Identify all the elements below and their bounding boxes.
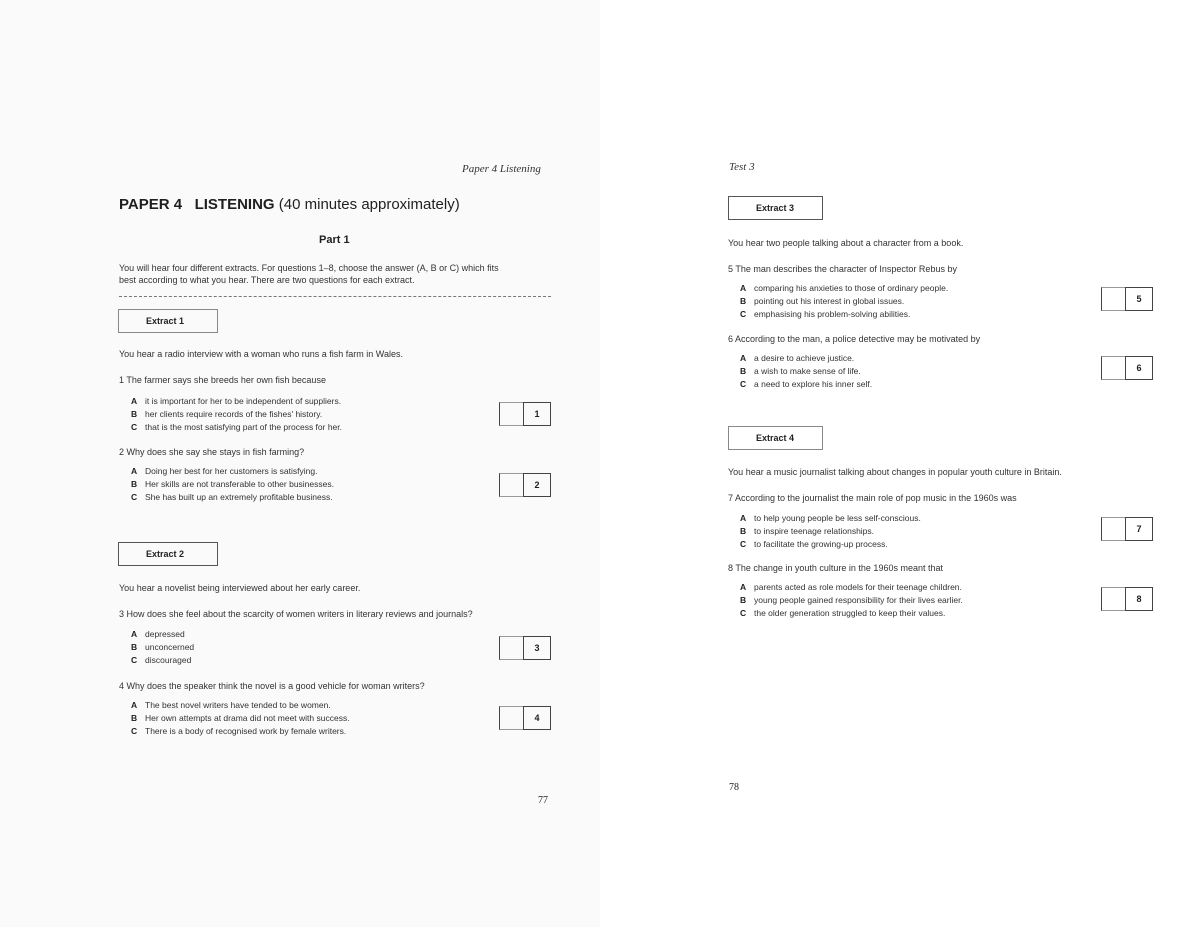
option-text: emphasising his problem-solving abilities. bbox=[754, 309, 911, 319]
option-letter: B bbox=[131, 713, 138, 723]
question-4: 4 Why does the speaker think the novel is a good vehicle for woman writers? bbox=[119, 681, 425, 691]
option-letter: C bbox=[131, 655, 138, 665]
question-1: 1 The farmer says she breeds her own fish because bbox=[119, 375, 326, 385]
option-letter: A bbox=[131, 396, 138, 406]
extract-2-intro: You hear a novelist being interviewed about her early career. bbox=[119, 583, 361, 593]
option-text: to inspire teenage relationships. bbox=[754, 526, 875, 536]
option-7a bbox=[740, 513, 921, 523]
answer-box-6[interactable] bbox=[1101, 356, 1153, 380]
option-1a bbox=[131, 396, 341, 406]
answer-box-7[interactable] bbox=[1101, 517, 1153, 541]
answer-box-number: 6 bbox=[1125, 356, 1153, 380]
option-letter: C bbox=[131, 726, 138, 736]
option-letter: C bbox=[740, 539, 747, 549]
option-letter: B bbox=[740, 296, 747, 306]
option-letter: C bbox=[740, 608, 747, 618]
question-3: 3 How does she feel about the scarcity of women writers in literary reviews and journals? bbox=[119, 609, 473, 619]
option-letter: A bbox=[131, 466, 138, 476]
option-7c bbox=[740, 539, 888, 549]
option-3c bbox=[131, 655, 191, 665]
option-2c bbox=[131, 492, 333, 502]
instructions bbox=[119, 262, 559, 286]
option-5b bbox=[740, 296, 904, 306]
running-header: Test 3 bbox=[729, 161, 755, 173]
option-text: Doing her best for her customers is satisfying. bbox=[145, 466, 318, 476]
question-5: 5 The man describes the character of Inspector Rebus by bbox=[728, 264, 957, 274]
option-letter: C bbox=[740, 379, 747, 389]
extract-1-label: Extract 1 bbox=[118, 309, 218, 333]
answer-box-8[interactable] bbox=[1101, 587, 1153, 611]
option-4b bbox=[131, 713, 350, 723]
option-letter: A bbox=[740, 513, 747, 523]
option-text: parents acted as role models for their teenage children. bbox=[754, 582, 962, 592]
question-7: 7 According to the journalist the main role of pop music in the 1960s was bbox=[728, 493, 1017, 503]
option-2b bbox=[131, 479, 334, 489]
option-5c bbox=[740, 309, 910, 319]
answer-box-number: 5 bbox=[1125, 287, 1153, 311]
option-3b bbox=[131, 642, 194, 652]
extract-4-label: Extract 4 bbox=[728, 426, 823, 450]
option-text: to help young people be less self-conscious. bbox=[754, 513, 921, 523]
answer-box-number: 4 bbox=[523, 706, 551, 730]
option-2a bbox=[131, 466, 317, 476]
option-4a bbox=[131, 700, 331, 710]
question-6: 6 According to the man, a police detective may be motivated by bbox=[728, 334, 981, 344]
option-letter: B bbox=[131, 642, 138, 652]
instructions-line-1: You will hear four different extracts. For questions 1–8, choose the answer (A, B or C) which fits bbox=[119, 263, 499, 273]
option-text: She has built up an extremely profitable business. bbox=[145, 492, 333, 502]
option-letter: C bbox=[131, 492, 138, 502]
option-text: young people gained responsibility for their lives earlier. bbox=[754, 595, 963, 605]
instructions-line-2: best according to what you hear. There are two questions for each extract. bbox=[119, 275, 415, 285]
option-3a bbox=[131, 629, 185, 639]
option-letter: A bbox=[740, 582, 747, 592]
option-letter: C bbox=[131, 422, 138, 432]
option-letter: B bbox=[740, 366, 747, 376]
answer-box-1[interactable] bbox=[499, 402, 551, 426]
answer-box-4[interactable] bbox=[499, 706, 551, 730]
running-header: Paper 4 Listening bbox=[462, 163, 541, 175]
option-letter: A bbox=[131, 700, 138, 710]
extract-4-intro: You hear a music journalist talking about changes in popular youth culture in Britain. bbox=[728, 467, 1062, 477]
option-text: The best novel writers have tended to be women. bbox=[145, 700, 331, 710]
option-text: pointing out his interest in global issues. bbox=[754, 296, 905, 306]
paper-label: PAPER 4 bbox=[119, 196, 183, 213]
page-number: 78 bbox=[729, 782, 739, 793]
extract-1-intro: You hear a radio interview with a woman who runs a fish farm in Wales. bbox=[119, 349, 403, 359]
option-letter: B bbox=[740, 595, 747, 605]
option-text: Her own attempts at drama did not meet with success. bbox=[145, 713, 350, 723]
option-text: a desire to achieve justice. bbox=[754, 353, 855, 363]
extract-3-intro: You hear two people talking about a character from a book. bbox=[728, 238, 964, 248]
divider bbox=[119, 296, 551, 297]
option-text: that is the most satisfying part of the process for her. bbox=[145, 422, 343, 432]
option-text: the older generation struggled to keep their values. bbox=[754, 608, 946, 618]
option-letter: B bbox=[131, 409, 138, 419]
question-8: 8 The change in youth culture in the 1960s meant that bbox=[728, 563, 943, 573]
extract-3-label: Extract 3 bbox=[728, 196, 823, 220]
answer-box-number: 7 bbox=[1125, 517, 1153, 541]
option-5a bbox=[740, 283, 948, 293]
answer-box-number: 2 bbox=[523, 473, 551, 497]
option-1b bbox=[131, 409, 322, 419]
option-8b bbox=[740, 595, 963, 605]
option-4c bbox=[131, 726, 346, 736]
option-7b bbox=[740, 526, 874, 536]
answer-box-2[interactable] bbox=[499, 473, 551, 497]
option-text: discouraged bbox=[145, 655, 192, 665]
option-8c bbox=[740, 608, 945, 618]
option-letter: A bbox=[740, 353, 747, 363]
option-6c bbox=[740, 379, 872, 389]
option-text: There is a body of recognised work by female writers. bbox=[145, 726, 347, 736]
extract-2-label: Extract 2 bbox=[118, 542, 218, 566]
option-6b bbox=[740, 366, 861, 376]
question-2: 2 Why does she say she stays in fish farming? bbox=[119, 447, 305, 457]
right-page bbox=[600, 0, 1200, 927]
option-text: her clients require records of the fishes' history. bbox=[145, 409, 323, 419]
option-text: unconcerned bbox=[145, 642, 195, 652]
option-text: a wish to make sense of life. bbox=[754, 366, 861, 376]
answer-box-number: 8 bbox=[1125, 587, 1153, 611]
option-text: depressed bbox=[145, 629, 185, 639]
answer-box-3[interactable] bbox=[499, 636, 551, 660]
answer-box-number: 1 bbox=[523, 402, 551, 426]
option-text: Her skills are not transferable to other businesses. bbox=[145, 479, 334, 489]
paper-duration: (40 minutes approximately) bbox=[278, 196, 460, 213]
option-text: comparing his anxieties to those of ordinary people. bbox=[754, 283, 949, 293]
option-6a bbox=[740, 353, 854, 363]
option-letter: A bbox=[740, 283, 747, 293]
answer-box-number: 3 bbox=[523, 636, 551, 660]
option-letter: B bbox=[131, 479, 138, 489]
page-number: 77 bbox=[538, 795, 548, 806]
option-letter: B bbox=[740, 526, 747, 536]
option-text: it is important for her to be independent of suppliers. bbox=[145, 396, 342, 406]
paper-title bbox=[119, 196, 460, 213]
option-text: a need to explore his inner self. bbox=[754, 379, 873, 389]
option-letter: C bbox=[740, 309, 747, 319]
answer-box-5[interactable] bbox=[1101, 287, 1153, 311]
part-title: Part 1 bbox=[319, 234, 350, 246]
option-text: to facilitate the growing-up process. bbox=[754, 539, 888, 549]
option-1c bbox=[131, 422, 342, 432]
option-letter: A bbox=[131, 629, 138, 639]
paper-subject: LISTENING bbox=[194, 196, 275, 213]
option-8a bbox=[740, 582, 962, 592]
